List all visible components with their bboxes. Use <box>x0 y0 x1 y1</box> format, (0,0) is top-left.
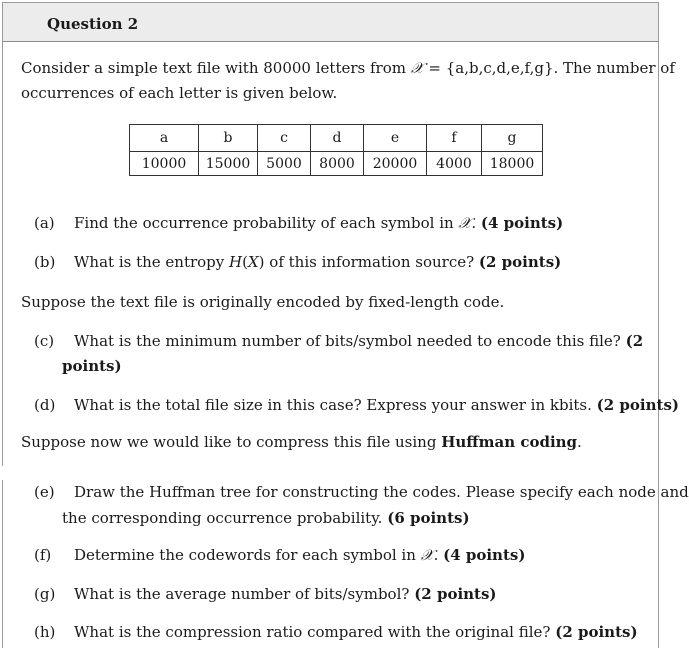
question-header <box>2 2 659 42</box>
intro-line-2: occurrences of each letter is given below. <box>21 84 338 102</box>
question-g: (g) What is the average number of bits/symbol? (2 points) <box>34 585 497 603</box>
question-d: (d) What is the total file size in this case? Express your answer in kbits. (2 points) <box>34 396 679 414</box>
table-header-cell: g <box>482 125 543 152</box>
fixed-length-paragraph: Suppose the text file is originally encoded by fixed-length code. <box>21 293 505 311</box>
table-header-cell: d <box>311 125 364 152</box>
table-cell: 8000 <box>311 152 364 176</box>
question-e: (e) Draw the Huffman tree for constructing the codes. Please specify each node and <box>34 483 689 501</box>
table-header-row <box>130 125 543 152</box>
table-cell: 15000 <box>199 152 258 176</box>
question-b: (b) What is the entropy H(X) of this information source? (2 points) <box>34 253 562 271</box>
intro-line-1: Consider a simple text file with 80000 letters from 𝒳 = {a,b,c,d,e,f,g}. The number of <box>21 59 675 77</box>
table-cell: 20000 <box>364 152 427 176</box>
question-e-cont: the corresponding occurrence probability. (6 points) <box>62 509 470 527</box>
table-cell: 5000 <box>258 152 311 176</box>
question-title: Question 2 <box>47 15 139 33</box>
table-cell: 10000 <box>130 152 199 176</box>
set-symbol: 𝒳 <box>410 59 424 77</box>
question-h: (h) What is the compression ratio compared with the original file? (2 points) <box>34 623 638 641</box>
question-f: (f) Determine the codewords for each symbol in 𝒳. (4 points) <box>34 546 526 564</box>
table-header-cell: c <box>258 125 311 152</box>
question-c: (c) What is the minimum number of bits/symbol needed to encode this file? (2 <box>34 332 644 350</box>
table-header-cell: e <box>364 125 427 152</box>
question-c-points-cont: points) <box>62 357 122 375</box>
table-cell: 4000 <box>427 152 482 176</box>
table-row <box>130 152 543 176</box>
border-gap <box>0 466 8 480</box>
table-header-cell: f <box>427 125 482 152</box>
occurrence-table <box>129 124 543 176</box>
question-a: (a) Find the occurrence probability of each symbol in 𝒳. (4 points) <box>34 214 564 232</box>
table-cell: 18000 <box>482 152 543 176</box>
table-header-cell: b <box>199 125 258 152</box>
huffman-paragraph: Suppose now we would like to compress this file using Huffman coding. <box>21 433 582 451</box>
table-header-cell: a <box>130 125 199 152</box>
